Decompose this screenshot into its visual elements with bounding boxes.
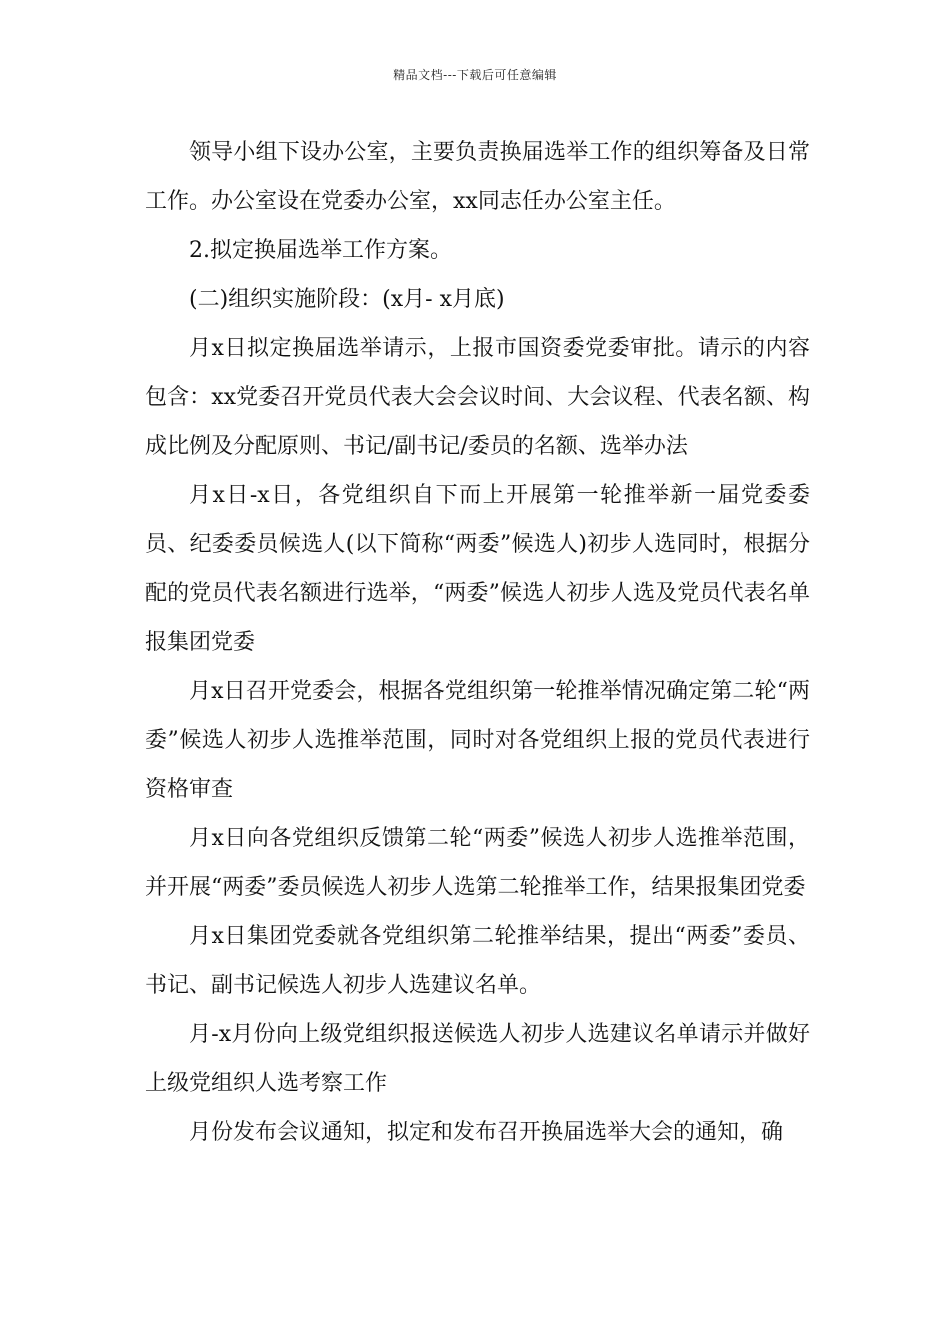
paragraph-first-round-nomination: 月x日-x日，各党组织自下而上开展第一轮推举新一届党委委员、纪委委员候选人(以下简称“两委”候选人)初步人选同时，根据分配的党员代表名额进行选举，“两委”候选人初步人选及党员代表名单报集团党委 xyxy=(145,483,810,655)
paragraph-report-to-superior: 月-x月份向上级党组织报送候选人初步人选建议名单请示并做好上级党组织人选考察工作 xyxy=(145,1022,810,1096)
paragraph-election-request: 月x日拟定换届选举请示，上报市国资委党委审批。请示的内容包含：xx党委召开党员代表大会会议时间、大会议程、代表名额、构成比例及分配原则、书记/副书记/委员的名额、选举办法 xyxy=(145,336,810,459)
paragraph-candidate-list-proposal: 月x日集团党委就各党组织第二轮推举结果，提出“两委”委员、书记、副书记候选人初步人选建议名单。 xyxy=(145,924,810,998)
paragraph-plan-drafting: 2.拟定换届选举工作方案。 xyxy=(189,238,452,263)
paragraph-second-round-feedback: 月x日向各党组织反馈第二轮“两委”候选人初步人选推举范围，并开展“两委”委员候选人初步人选第二轮推举工作，结果报集团党委 xyxy=(145,826,810,900)
paragraph-office-setup: 领导小组下设办公室，主要负责换届选举工作的组织筹备及日常工作。办公室设在党委办公室，xx同志任办公室主任。 xyxy=(145,140,810,214)
paragraph-meeting-notice: 月份发布会议通知，拟定和发布召开换届选举大会的通知，确 xyxy=(189,1120,784,1145)
document-body xyxy=(145,128,810,1157)
page-header: 精品文档---下载后可任意编辑 xyxy=(393,68,557,82)
paragraph-committee-meeting: 月x日召开党委会，根据各党组织第一轮推举情况确定第二轮“两委”候选人初步人选推举范围，同时对各党组织上报的党员代表进行资格审查 xyxy=(145,679,810,802)
paragraph-implementation-stage-heading: (二)组织实施阶段：(x月- x月底) xyxy=(189,287,505,312)
